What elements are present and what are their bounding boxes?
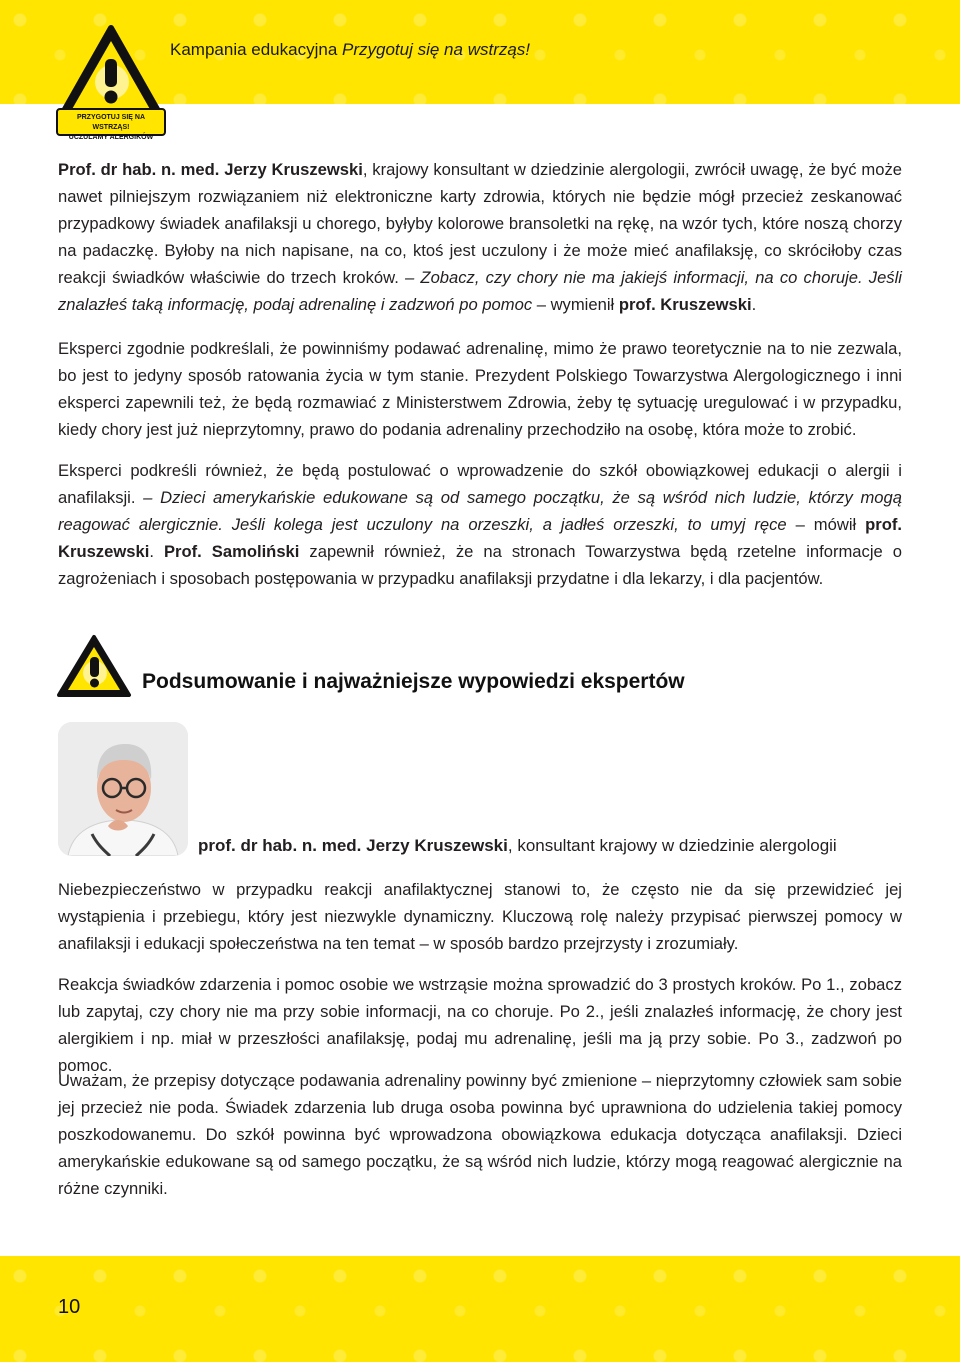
paragraph-2: Eksperci zgodnie podkreślali, że powinniśmy podawać adrenalinę, mimo że prawo teoretycznie na to nie zezwala, bo jest to jedyny sposób ratowania życia w tym stanie. Prezydent Polskiego Towarzystwa Alergologicznego i inni eksperci zapewnili też, że będą rozmawiać z Ministerstwem Zdrowia, żeby tę sytuację uregulować i w przypadku, kiedy chory jest już nieprzytomny, prawo do podania adrenaliny przechodziło na osobę, która może to zrobić.: [58, 339, 902, 439]
paragraph-6: Uważam, że przepisy dotyczące podawania adrenaliny powinny być zmienione – nieprzytomny człowiek sam sobie jej przecież nie poda. Świadek zdarzenia lub druga osoba powinna być uprawniona do udzielenia takiej pomocy poszkodowanemu. Do szkół powinna być wprowadzona obowiązkowa edukacja dotycząca anafilaksji. Dzieci amerykańskie edukowane są od samego początku, że są wśród nich ludzie, którzy mogą reagować alergicznie na różne czynniki.: [58, 1071, 902, 1198]
expert-name: prof. dr hab. n. med. Jerzy Kruszewski: [198, 836, 508, 855]
campaign-header: [170, 40, 530, 60]
campaign-text: Kampania edukacyjna: [170, 40, 343, 59]
expert-caption: [198, 836, 837, 856]
page-number: 10: [58, 1296, 81, 1318]
paragraph-3: [58, 457, 902, 592]
p3-text-2: zapewnił również, że na stronach Towarzystwa będą rzetelne informacje o zagrożeniach i sposobach postępowania w przypadku anafilaksji przydatne i dla lekarzy, i dla pacjentów.: [58, 542, 902, 588]
paragraph-4: Niebezpieczeństwo w przypadku reakcji anafilaktycznej stanowi to, że często nie da się przewidzieć jej wystąpienia i przebiegu, który jest niezwykle dynamiczny. Kluczową rolę należy przypisać pierwszej pomocy w anafilaksji i edukacji społeczeństwa na ten temat – w sposób bardzo przejrzysty i zrozumiały.: [58, 880, 902, 953]
p1-end: .: [751, 295, 757, 314]
summary-heading: Podsumowanie i najważniejsze wypowiedzi ekspertów: [142, 670, 685, 693]
p1-text: , krajowy konsultant w dziedzinie alergologii, zwrócił uwagę, że być może nawet pilniejszym rozwiązaniem niż elektroniczne karty zdrowia, których nie będzie mógł przecież zeskanować przypadkowy świadek anafilaksji u chorego, byłyby kolorowe bransoletki na rękę, na wzór tych, które noszą chorzy na padaczkę. Byłoby na nich napisane, na co, ktoś jest uczulony i że może mieć anafilaksję, co skróciłoby czas reakcji świadków właściwie do trzech kroków.: [58, 160, 902, 287]
p3-quote: – Dzieci amerykańskie edukowane są od samego początku, że są wśród nich ludzie, którzy mogą reagować alergicznie. Jeśli kolega jest uczulony na orzeszki, a jadłeś orzeszki, to umyj ręce: [58, 488, 902, 534]
expert-role: , konsultant krajowy w dziedzinie alergologii: [507, 836, 837, 855]
p1-speaker-2: prof. Kruszewski: [618, 295, 752, 314]
paragraph-1: [58, 156, 902, 318]
p3-speaker: prof. Kruszewski: [58, 515, 903, 561]
paragraph-5: Reakcja świadków zdarzenia i pomoc osobie we wstrząsie można sprowadzić do 3 prostych kroków. Po 1., zobacz lub zapytaj, czy chory nie ma przy sobie informacji, na co choruje. Po 2., jeśli znalazłeś informację, że chory jest alergikiem i np. miał w przeszłości anafilaksję, podaj mu adrenalinę, jeśli ma ją przy sobie. Po 3., zadzwoń po pomoc.: [58, 975, 902, 1075]
p3-speaker-2: Prof. Samoliński: [163, 542, 300, 561]
p1-speaker: Prof. dr hab. n. med. Jerzy Kruszewski: [58, 160, 363, 179]
footer-band: [0, 1256, 960, 1362]
p1-said: – wymienił: [532, 295, 619, 314]
expert-portrait: [58, 722, 188, 856]
warning-triangle-icon: [56, 634, 132, 698]
p3-said: – mówił: [786, 515, 866, 534]
campaign-title: Przygotuj się na wstrząs!: [342, 40, 531, 59]
campaign-logo-label: [56, 108, 166, 141]
logo-label-line2: UCZULAMY ALERGIKÓW: [68, 134, 154, 141]
portrait-illustration: [58, 722, 188, 856]
p3-dot: .: [149, 542, 164, 561]
p1-quote: – Zobacz, czy chory nie ma jakiejś informacji, na co choruje. Jeśli znalazłeś taką informację, podaj adrenalinę i zadzwoń po pomoc: [58, 268, 902, 314]
logo-label-line1: PRZYGOTUJ SIĘ NA WSTRZĄS!: [76, 114, 146, 131]
p3-text: Eksperci podkreśli również, że będą postulować o wprowadzenie do szkół obowiązkowej edukacji o alergii i anafilaksji.: [58, 461, 902, 507]
